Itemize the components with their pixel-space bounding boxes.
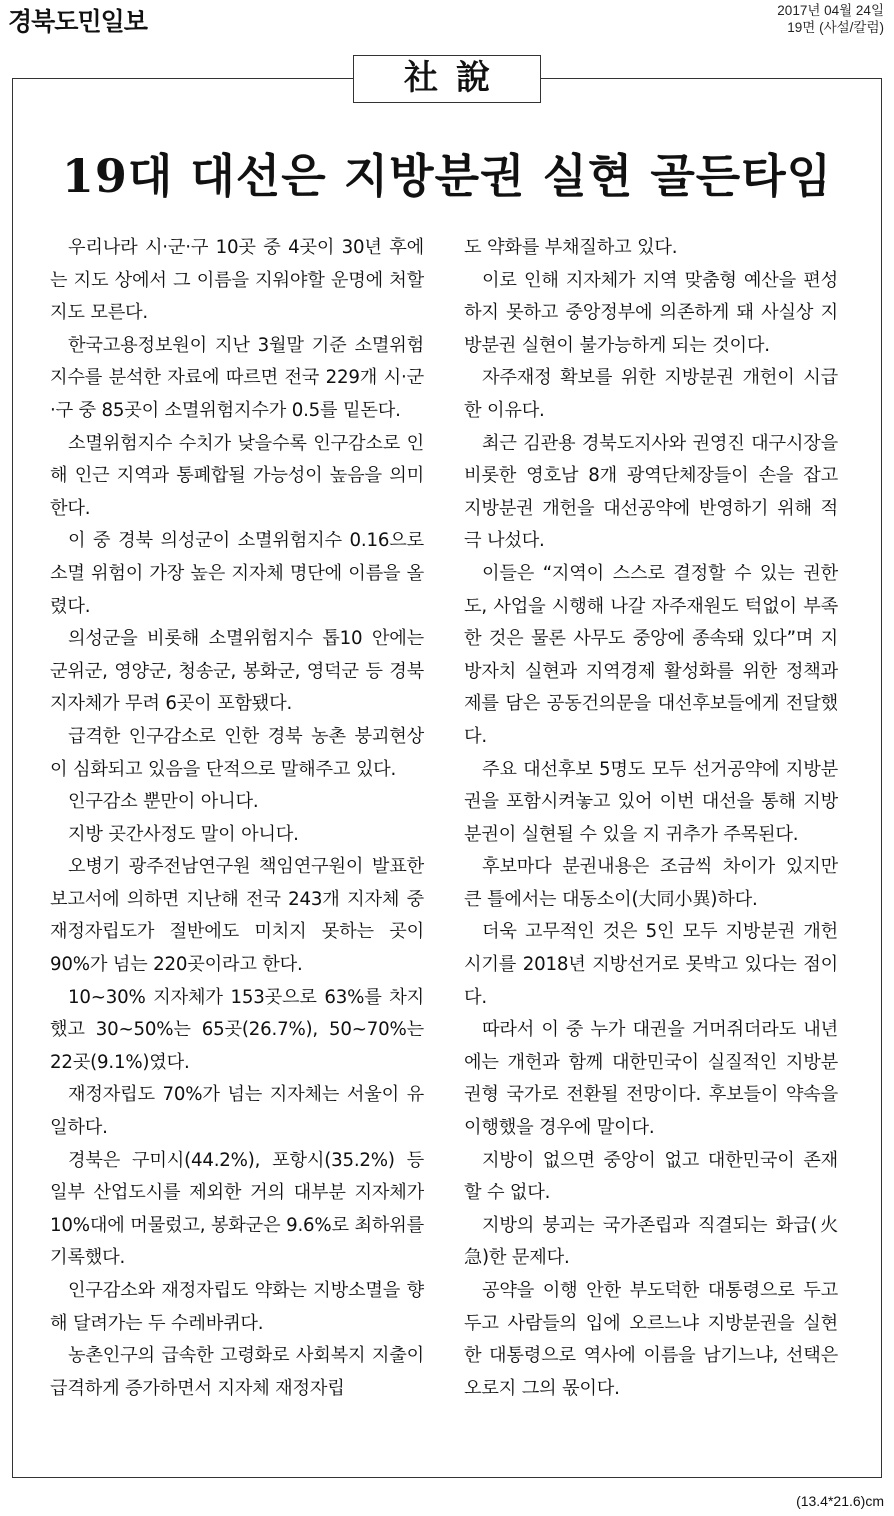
issue-date: 2017년 04월 24일 (777, 3, 884, 18)
column-right (464, 232, 838, 1405)
paragraph: 따라서 이 중 누가 대권을 거머쥐더라도 내년에는 개헌과 함께 대한민국이 실질적인 지방분권형 국가로 전환될 전망이다. 후보들이 약속을 이행했을 경우에 말이다. (464, 1019, 838, 1139)
headline: 19대 대선은 지방분권 실현 골든타임 (61, 149, 833, 203)
page-section: 19면 (사설/칼럼) (787, 20, 884, 35)
column-left (50, 232, 424, 1405)
paragraph: 인구감소 뿐만이 아니다. (68, 791, 259, 813)
paragraph: 경북은 구미시(44.2%), 포항시(35.2%) 등 일부 산업도시를 제외한 거의 대부분 지자체가 10%대에 머물렀고, 봉화군은 9.6%로 최하위를 기록했다. (50, 1149, 424, 1269)
paragraph: 재정자립도 70%가 넘는 지자체는 서울이 유일하다. (50, 1084, 424, 1139)
paragraph: 더욱 고무적인 것은 5인 모두 지방분권 개헌시기를 2018년 지방선거로 못박고 있다는 점이다. (464, 921, 838, 1008)
paragraph: 이 중 경북 의성군이 소멸위험지수 0.16으로 소멸 위험이 가장 높은 지자체 명단에 이름을 올렸다. (50, 530, 424, 617)
paragraph: 한국고용정보원이 지난 3월말 기준 소멸위험지수를 분석한 자료에 따르면 전국 229개 시·군·구 중 85곳이 소멸위험지수가 0.5를 밑돈다. (50, 334, 424, 421)
paragraph: 최근 김관용 경북도지사와 권영진 대구시장을 비롯한 영호남 8개 광역단체장들이 손을 잡고 지방분권 개헌을 대선공약에 반영하기 위해 적극 나섰다. (464, 432, 838, 552)
paragraph: 10~30% 지자체가 153곳으로 63%를 차지했고 30~50%는 65곳(26.7%), 50~70%는 22곳(9.1%)였다. (50, 986, 424, 1073)
paragraph: 우리나라 시·군·구 10곳 중 4곳이 30년 후에는 지도 상에서 그 이름을 지워야할 운명에 처할 지도 모른다. (50, 237, 424, 324)
paragraph: 자주재정 확보를 위한 지방분권 개헌이 시급한 이유다. (464, 367, 838, 421)
paragraph: 이로 인해 지자체가 지역 맞춤형 예산을 편성하지 못하고 중앙정부에 의존하게 돼 사실상 지방분권 실현이 불가능하게 되는 것이다. (464, 269, 838, 356)
paragraph: 후보마다 분권내용은 조금씩 차이가 있지만 큰 틀에서는 대동소이(大同小異)하다. (464, 856, 838, 910)
clipping-size-note: (13.4*21.6)cm (796, 1493, 884, 1509)
paragraph: 공약을 이행 안한 부도덕한 대통령으로 두고두고 사람들의 입에 오르느냐 지방분권을 실현한 대통령으로 역사에 이름을 남기느냐, 선택은 오로지 그의 몫이다. (464, 1280, 838, 1399)
paragraph: 급격한 인구감소로 인한 경북 농촌 붕괴현상이 심화되고 있음을 단적으로 말해주고 있다. (50, 725, 424, 780)
paragraph-continuation: 도 약화를 부채질하고 있다. (464, 237, 678, 258)
section-label: 社說 (353, 55, 541, 103)
paragraph: 지방의 붕괴는 국가존립과 직결되는 화급(火急)한 문제다. (464, 1214, 838, 1269)
paragraph: 소멸위험지수 수치가 낮을수록 인구감소로 인해 인근 지역과 통폐합될 가능성이 높음을 의미한다. (50, 432, 424, 519)
paragraph: 지방 곳간사정도 말이 아니다. (68, 823, 299, 845)
paragraph: 농촌인구의 급속한 고령화로 사회복지 지출이 급격하게 증가하면서 지자체 재정자립 (50, 1345, 424, 1399)
paragraph: 인구감소와 재정자립도 약화는 지방소멸을 향해 달려가는 두 수레바퀴다. (50, 1280, 424, 1334)
paragraph: 지방이 없으면 중앙이 없고 대한민국이 존재할 수 없다. (464, 1149, 838, 1204)
paragraph: 이들은 “지역이 스스로 결정할 수 있는 권한도, 사업을 시행해 나갈 자주재원도 턱없이 부족한 것은 물론 사무도 중앙에 종속돼 있다”며 지방자치 실현과 지역경제 활성화를 위한 정책과제를 담은 공동건의문을 대선후보들에게 전달했다. (464, 562, 838, 747)
paragraph: 주요 대선후보 5명도 모두 선거공약에 지방분권을 포함시켜놓고 있어 이번 대선을 통해 지방분권이 실현될 수 있을 지 귀추가 주목된다. (464, 758, 838, 845)
publication-name: 경북도민일보 (8, 7, 147, 36)
paragraph: 의성군을 비롯해 소멸위험지수 톱10 안에는 군위군, 영양군, 청송군, 봉화군, 영덕군 등 경북 지자체가 무려 6곳이 포함됐다. (50, 628, 424, 715)
paragraph: 오병기 광주전남연구원 책임연구원이 발표한 보고서에 의하면 지난해 전국 243개 지자체 중 재정자립도가 절반에도 미치지 못하는 곳이 90%가 넘는 220곳이라고 한다. (50, 856, 424, 976)
issue-meta (777, 2, 884, 36)
